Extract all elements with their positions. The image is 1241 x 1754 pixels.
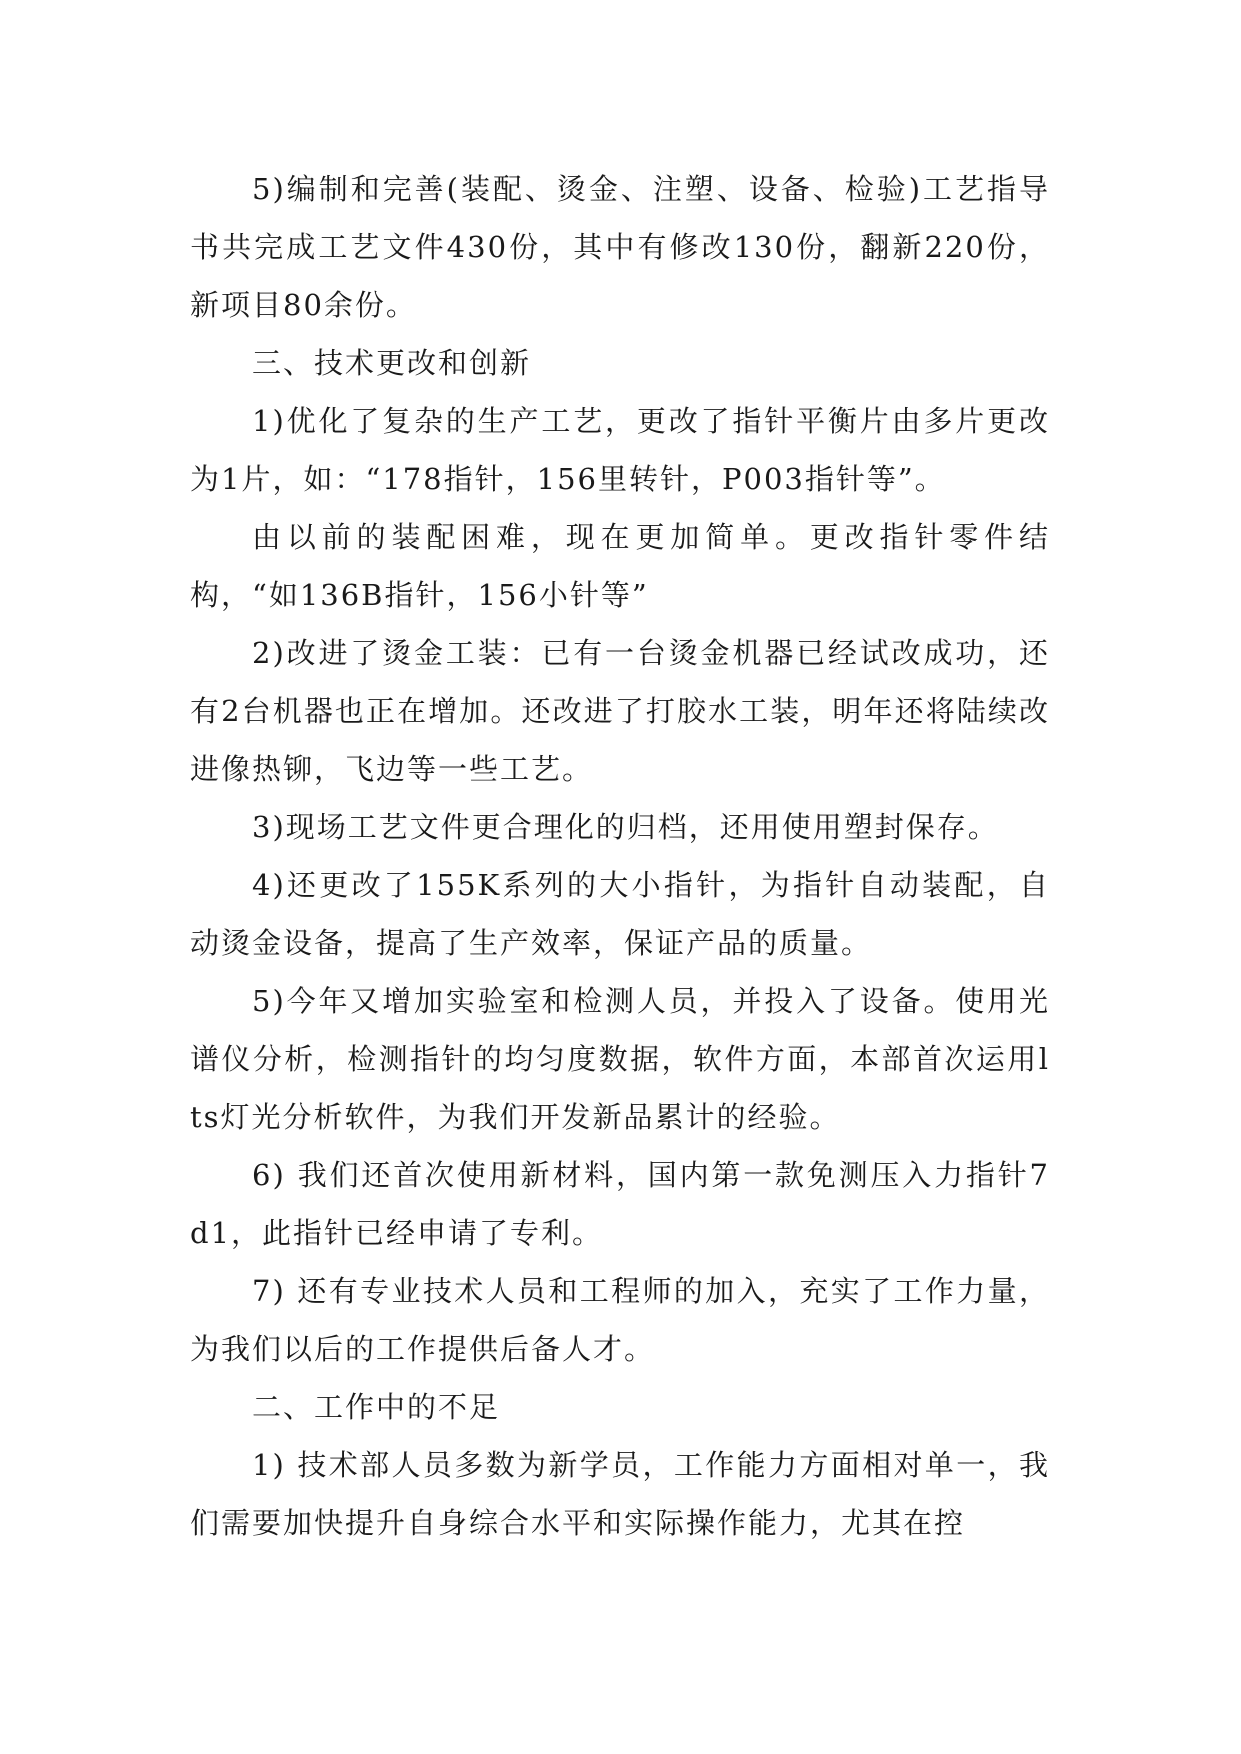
document-body xyxy=(190,160,1050,1552)
paragraph-optimized-process: 1)优化了复杂的生产工艺，更改了指针平衡片由多片更改为1片，如：“178指针，156里转针，P003指针等”。 xyxy=(190,404,1050,496)
section-heading-tech-changes: 三、技术更改和创新 xyxy=(252,346,532,380)
paragraph-hot-stamping-tooling: 2)改进了烫金工装：已有一台烫金机器已经试改成功，还有2台机器也正在增加。还改进了打胶水工装，明年还将陆续改进像热铆，飞边等一些工艺。 xyxy=(190,636,1050,786)
section-heading-shortcomings: 二、工作中的不足 xyxy=(252,1390,501,1424)
paragraph-new-staff: 1) 技术部人员多数为新学员，工作能力方面相对单一，我们需要加快提升自身综合水平和实际操作能力，尤其在控 xyxy=(190,1448,1050,1540)
paragraph-engineers: 7) 还有专业技术人员和工程师的加入，充实了工作力量，为我们以后的工作提供后备人才。 xyxy=(190,1274,1050,1366)
paragraph-file-archiving: 3)现场工艺文件更合理化的归档，还用使用塑封保存。 xyxy=(252,810,999,844)
paragraph-155k-series: 4)还更改了155K系列的大小指针，为指针自动装配，自动烫金设备，提高了生产效率，保证产品的质量。 xyxy=(190,868,1050,960)
paragraph-laboratory: 5)今年又增加实验室和检测人员，并投入了设备。使用光谱仪分析，检测指针的均匀度数据，软件方面，本部首次运用lts灯光分析软件，为我们开发新品累计的经验。 xyxy=(190,984,1050,1134)
paragraph-process-docs: 5)编制和完善(装配、烫金、注塑、设备、检验)工艺指导书共完成工艺文件430份，其中有修改130份，翻新220份，新项目80余份。 xyxy=(190,172,1050,322)
paragraph-new-material: 6) 我们还首次使用新材料，国内第一款免测压入力指针7d1，此指针已经申请了专利。 xyxy=(190,1158,1050,1250)
paragraph-assembly-simplified: 由以前的装配困难，现在更加简单。更改指针零件结构，“如136B指针，156小针等” xyxy=(190,520,1050,612)
